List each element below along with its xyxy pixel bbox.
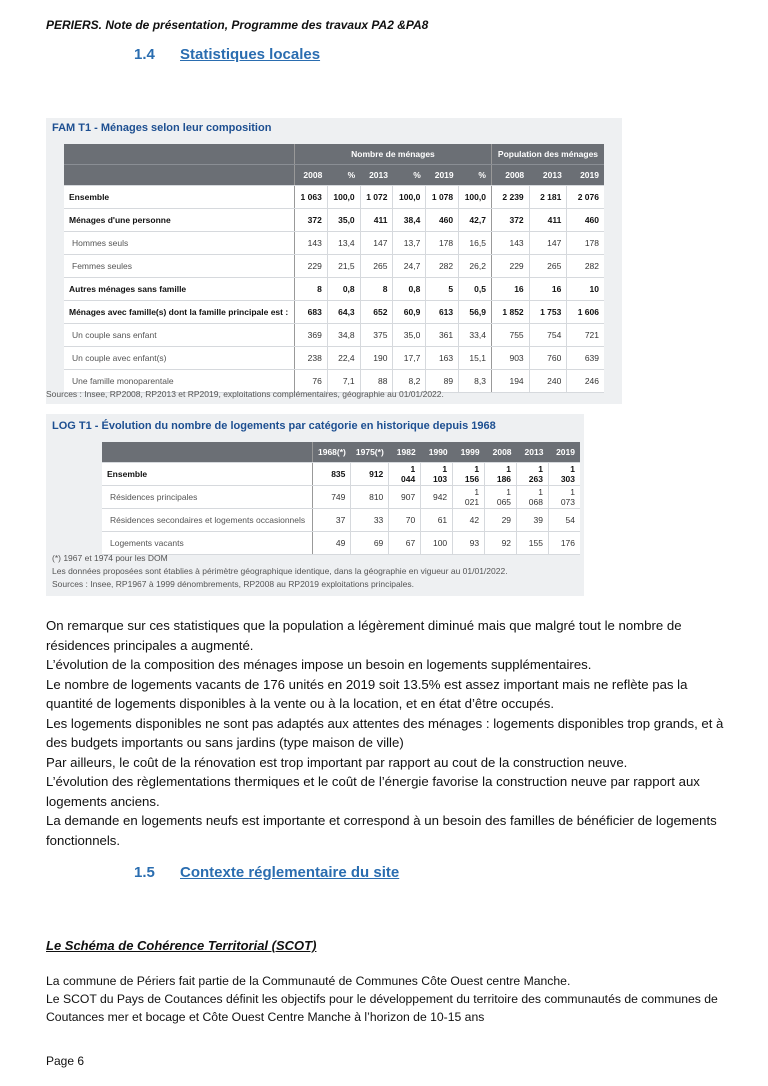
table-cell: 5 xyxy=(426,278,459,301)
table-cell: 13,4 xyxy=(327,232,360,255)
table-cell: 8,2 xyxy=(393,370,426,393)
page-header: PERIERS. Note de présentation, Programme des travaux PA2 &PA8 xyxy=(46,18,429,32)
scot-text xyxy=(46,972,746,1026)
table-cell: 755 xyxy=(491,324,529,347)
table-cell: 190 xyxy=(360,347,393,370)
table-cell: 69 xyxy=(351,532,389,555)
table-cell: 56,9 xyxy=(459,301,492,324)
section-number: 1.5 xyxy=(134,864,155,881)
table-cell: 42,7 xyxy=(459,209,492,232)
table-cell: 10 xyxy=(567,278,604,301)
table-cell: 229 xyxy=(491,255,529,278)
table-cell: 411 xyxy=(529,209,567,232)
section-number: 1.4 xyxy=(134,46,155,63)
log-header-blank xyxy=(102,442,313,463)
table-row xyxy=(64,347,604,370)
row-label: Autres ménages sans famille xyxy=(64,278,295,301)
log-column-header: 2019 xyxy=(548,442,580,463)
fam-column-header: 2008 xyxy=(295,165,328,186)
table-cell: 61 xyxy=(421,509,453,532)
table-cell: 2 076 xyxy=(567,186,604,209)
table-cell: 460 xyxy=(567,209,604,232)
table-cell: 835 xyxy=(313,463,351,486)
table-row xyxy=(64,301,604,324)
fam-column-header: % xyxy=(459,165,492,186)
fam-column-header: 2013 xyxy=(360,165,393,186)
log-note: (*) 1967 et 1974 pour les DOM xyxy=(52,553,168,563)
table-cell: 754 xyxy=(529,324,567,347)
table-cell: 1 263 xyxy=(517,463,549,486)
table-cell: 1 021 xyxy=(453,486,485,509)
fam-table-source: Sources : Insee, RP2008, RP2013 et RP2019, exploitations complémentaires, géographie au 01/01/2022. xyxy=(46,389,444,399)
log-column-header: 2013 xyxy=(517,442,549,463)
table-cell: 810 xyxy=(351,486,389,509)
table-cell: 16 xyxy=(491,278,529,301)
table-cell: 155 xyxy=(517,532,549,555)
paragraph: Les logements disponibles ne sont pas adaptés aux attentes des ménages : logements disponibles trop grands, et à des budgets importants ou sans jardins (type maison de ville) xyxy=(46,715,724,750)
fam-group-header: Nombre de ménages xyxy=(295,144,492,165)
table-cell: 100,0 xyxy=(393,186,426,209)
table-cell: 639 xyxy=(567,347,604,370)
table-row xyxy=(102,509,580,532)
table-cell: 0,8 xyxy=(393,278,426,301)
table-row xyxy=(64,209,604,232)
table-cell: 8 xyxy=(360,278,393,301)
log-note: Les données proposées sont établies à périmètre géographique identique, dans la géographie en vigueur au 01/01/2022. xyxy=(52,566,508,576)
table-cell: 176 xyxy=(548,532,580,555)
table-cell: 54 xyxy=(548,509,580,532)
fam-column-header: 2019 xyxy=(567,165,604,186)
table-cell: 652 xyxy=(360,301,393,324)
table-cell: 1 753 xyxy=(529,301,567,324)
log-column-header: 2008 xyxy=(485,442,517,463)
table-cell: 282 xyxy=(567,255,604,278)
table-cell: 238 xyxy=(295,347,328,370)
table-cell: 369 xyxy=(295,324,328,347)
table-cell: 89 xyxy=(426,370,459,393)
table-cell: 38,4 xyxy=(393,209,426,232)
table-cell: 194 xyxy=(491,370,529,393)
table-cell: 35,0 xyxy=(327,209,360,232)
table-cell: 942 xyxy=(421,486,453,509)
table-cell: 912 xyxy=(351,463,389,486)
row-label: Une famille monoparentale xyxy=(64,370,295,393)
table-cell: 37 xyxy=(313,509,351,532)
table-cell: 240 xyxy=(529,370,567,393)
table-cell: 16,5 xyxy=(459,232,492,255)
fam-table-panel xyxy=(46,118,622,404)
log-column-header: 1990 xyxy=(421,442,453,463)
table-row xyxy=(102,486,580,509)
paragraph: Le nombre de logements vacants de 176 unités en 2019 soit 13.5% est assez important mais ne reflète pas la quantité de logements disponibles à la vente ou à la location, et en état d’être occupés. xyxy=(46,676,688,711)
table-cell: 100 xyxy=(421,532,453,555)
fam-column-header: 2019 xyxy=(426,165,459,186)
log-table-title: LOG T1 - Évolution du nombre de logements par catégorie en historique depuis 1968 xyxy=(52,420,496,432)
table-cell: 143 xyxy=(491,232,529,255)
fam-column-header: % xyxy=(327,165,360,186)
row-label: Ménages avec famille(s) dont la famille principale est : xyxy=(64,301,295,324)
fam-table xyxy=(64,144,604,393)
table-cell: 21,5 xyxy=(327,255,360,278)
table-row xyxy=(102,463,580,486)
paragraph: On remarque sur ces statistiques que la population a légèrement diminué mais que malgré tout le nombre de résidences principales a augmenté. xyxy=(46,618,682,653)
row-label: Résidences principales xyxy=(102,486,313,509)
table-cell: 76 xyxy=(295,370,328,393)
section-title: Contexte réglementaire du site xyxy=(180,864,400,881)
table-cell: 1 044 xyxy=(389,463,421,486)
section-title: Statistiques locales xyxy=(180,46,321,63)
table-cell: 2 239 xyxy=(491,186,529,209)
row-label: Ensemble xyxy=(64,186,295,209)
table-cell: 1 078 xyxy=(426,186,459,209)
table-cell: 42 xyxy=(453,509,485,532)
table-cell: 265 xyxy=(529,255,567,278)
table-cell: 178 xyxy=(426,232,459,255)
table-cell: 907 xyxy=(389,486,421,509)
table-cell: 16 xyxy=(529,278,567,301)
table-cell: 147 xyxy=(529,232,567,255)
page-number: Page 6 xyxy=(46,1054,85,1068)
table-cell: 1 186 xyxy=(485,463,517,486)
table-cell: 760 xyxy=(529,347,567,370)
table-cell: 1 103 xyxy=(421,463,453,486)
log-column-header: 1975(*) xyxy=(351,442,389,463)
table-cell: 7,1 xyxy=(327,370,360,393)
table-row xyxy=(64,232,604,255)
log-column-header: 1999 xyxy=(453,442,485,463)
log-table-panel xyxy=(46,414,584,596)
fam-column-header: % xyxy=(393,165,426,186)
table-cell: 460 xyxy=(426,209,459,232)
fam-group-header: Population des ménages xyxy=(491,144,604,165)
table-cell: 749 xyxy=(313,486,351,509)
table-cell: 29 xyxy=(485,509,517,532)
table-cell: 8,3 xyxy=(459,370,492,393)
table-cell: 903 xyxy=(491,347,529,370)
table-cell: 0,5 xyxy=(459,278,492,301)
table-cell: 1 606 xyxy=(567,301,604,324)
table-cell: 375 xyxy=(360,324,393,347)
fam-column-header: 2008 xyxy=(491,165,529,186)
table-cell: 1 073 xyxy=(548,486,580,509)
table-cell: 22,4 xyxy=(327,347,360,370)
row-label: Hommes seuls xyxy=(64,232,295,255)
table-cell: 60,9 xyxy=(393,301,426,324)
table-cell: 24,7 xyxy=(393,255,426,278)
table-cell: 34,8 xyxy=(327,324,360,347)
table-cell: 1 852 xyxy=(491,301,529,324)
fam-header-blank xyxy=(64,165,295,186)
table-cell: 100,0 xyxy=(327,186,360,209)
paragraph: La commune de Périers fait partie de la Communauté de Communes Côte Ouest centre Manche. xyxy=(46,974,571,988)
table-cell: 33,4 xyxy=(459,324,492,347)
table-cell: 1 068 xyxy=(517,486,549,509)
row-label: Un couple sans enfant xyxy=(64,324,295,347)
table-cell: 35,0 xyxy=(393,324,426,347)
table-cell: 246 xyxy=(567,370,604,393)
table-cell: 163 xyxy=(426,347,459,370)
paragraph: L’évolution des règlementations thermiques et le coût de l’énergie favorise la construction neuve par rapport aux logements anciens. xyxy=(46,774,700,809)
table-cell: 178 xyxy=(567,232,604,255)
table-cell: 8 xyxy=(295,278,328,301)
table-cell: 282 xyxy=(426,255,459,278)
row-label: Femmes seules xyxy=(64,255,295,278)
table-cell: 88 xyxy=(360,370,393,393)
table-cell: 93 xyxy=(453,532,485,555)
fam-header-blank xyxy=(64,144,295,165)
table-cell: 229 xyxy=(295,255,328,278)
table-cell: 39 xyxy=(517,509,549,532)
scot-title: Le Schéma de Cohérence Territorial (SCOT) xyxy=(46,938,317,953)
table-cell: 1 072 xyxy=(360,186,393,209)
table-cell: 721 xyxy=(567,324,604,347)
fam-table-title: FAM T1 - Ménages selon leur composition xyxy=(52,122,272,134)
table-cell: 613 xyxy=(426,301,459,324)
row-label: Ensemble xyxy=(102,463,313,486)
paragraph: Le SCOT du Pays de Coutances définit les objectifs pour le développement du territoire des communautés de communes de Coutances mer et bocage et Côte Ouest Centre Manche à l’horizon de 10-15 ans xyxy=(46,992,718,1024)
table-cell: 265 xyxy=(360,255,393,278)
table-cell: 0,8 xyxy=(327,278,360,301)
fam-column-header: 2013 xyxy=(529,165,567,186)
log-table-notes xyxy=(52,552,508,591)
table-cell: 26,2 xyxy=(459,255,492,278)
table-cell: 17,7 xyxy=(393,347,426,370)
table-row xyxy=(64,186,604,209)
table-cell: 1 063 xyxy=(295,186,328,209)
table-cell: 411 xyxy=(360,209,393,232)
section-heading-1-5 xyxy=(134,864,399,881)
table-row xyxy=(64,255,604,278)
table-cell: 1 156 xyxy=(453,463,485,486)
table-cell: 1 065 xyxy=(485,486,517,509)
table-cell: 372 xyxy=(491,209,529,232)
table-cell: 92 xyxy=(485,532,517,555)
log-note: Sources : Insee, RP1967 à 1999 dénombrements, RP2008 au RP2019 exploitations principales. xyxy=(52,579,414,589)
table-cell: 13,7 xyxy=(393,232,426,255)
table-cell: 64,3 xyxy=(327,301,360,324)
table-row xyxy=(64,324,604,347)
table-cell: 147 xyxy=(360,232,393,255)
table-cell: 361 xyxy=(426,324,459,347)
log-column-header: 1982 xyxy=(389,442,421,463)
table-cell: 15,1 xyxy=(459,347,492,370)
table-cell: 49 xyxy=(313,532,351,555)
table-cell: 143 xyxy=(295,232,328,255)
table-cell: 100,0 xyxy=(459,186,492,209)
paragraph: Par ailleurs, le coût de la rénovation est trop important par rapport au cout de la construction neuve. xyxy=(46,754,628,770)
table-cell: 33 xyxy=(351,509,389,532)
table-cell: 1 303 xyxy=(548,463,580,486)
log-column-header: 1968(*) xyxy=(313,442,351,463)
table-cell: 2 181 xyxy=(529,186,567,209)
paragraph: La demande en logements neufs est importante et correspond à un besoin des familles de bénéficier de logements fonctionnels. xyxy=(46,813,717,848)
row-label: Ménages d'une personne xyxy=(64,209,295,232)
section-heading-1-4 xyxy=(134,46,320,63)
paragraph: L’évolution de la composition des ménages impose un besoin en logements supplémentaires. xyxy=(46,657,592,672)
analysis-text xyxy=(46,616,738,850)
table-cell: 70 xyxy=(389,509,421,532)
log-table xyxy=(102,442,580,555)
table-cell: 683 xyxy=(295,301,328,324)
row-label: Résidences secondaires et logements occasionnels xyxy=(102,509,313,532)
table-cell: 372 xyxy=(295,209,328,232)
row-label: Un couple avec enfant(s) xyxy=(64,347,295,370)
table-row xyxy=(64,278,604,301)
row-label: Logements vacants xyxy=(102,532,313,555)
table-cell: 67 xyxy=(389,532,421,555)
